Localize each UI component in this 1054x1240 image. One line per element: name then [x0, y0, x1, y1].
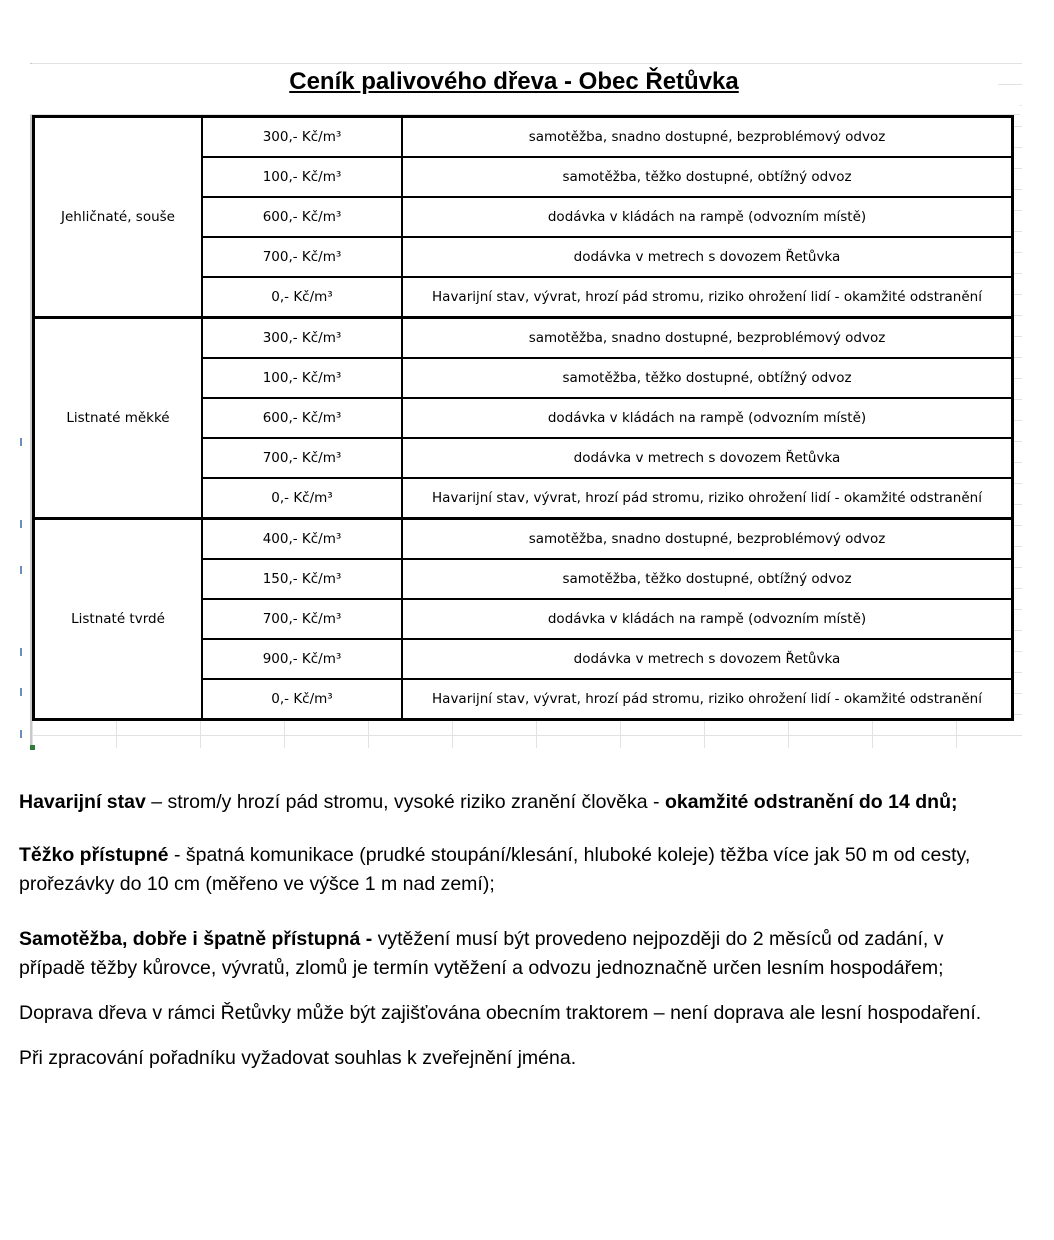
- description-cell: Havarijní stav, vývrat, hrozí pád stromu, riziko ohrožení lidí - okamžité odstranění: [402, 679, 1013, 720]
- description-cell: samotěžba, snadno dostupné, bezproblémový odvoz: [402, 117, 1013, 158]
- description-cell: dodávka v kládách na rampě (odvozním místě): [402, 197, 1013, 237]
- price-cell: 0,- Kč/m³: [202, 679, 402, 720]
- price-cell: 300,- Kč/m³: [202, 117, 402, 158]
- price-cell: 300,- Kč/m³: [202, 318, 402, 359]
- description-cell: samotěžba, snadno dostupné, bezproblémový odvoz: [402, 519, 1013, 560]
- price-cell: 100,- Kč/m³: [202, 358, 402, 398]
- note-text: – strom/y hrozí pád stromu, vysoké riziko zranění člověka -: [145, 791, 665, 813]
- description-cell: dodávka v metrech s dovozem Řetůvka: [402, 639, 1013, 679]
- price-cell: 150,- Kč/m³: [202, 559, 402, 599]
- title-spacer-row: [30, 100, 1020, 115]
- table-row: [34, 519, 1013, 560]
- notes-section: [19, 788, 1009, 1087]
- note-term: Těžko přístupné: [19, 844, 169, 866]
- description-cell: samotěžba, těžko dostupné, obtížný odvoz: [402, 559, 1013, 599]
- page-title: Ceník palivového dřeva - Obec Řetůvka: [30, 64, 998, 100]
- table-row: [34, 117, 1013, 158]
- description-cell: samotěžba, těžko dostupné, obtížný odvoz: [402, 358, 1013, 398]
- note-poradnik: Při zpracování pořadníku vyžadovat souhlas k zveřejnění jména.: [19, 1047, 577, 1069]
- category-cell: Listnaté měkké: [34, 318, 203, 519]
- note-term: Samotěžba, dobře i špatně přístupná -: [19, 928, 373, 950]
- note-samotezba: [19, 925, 1009, 983]
- price-cell: 700,- Kč/m³: [202, 438, 402, 478]
- note-text: vytěžení musí být provedeno nejpozději do 2 měsíců od zadání, v případě těžby kůrovce, vývratů, zlomů je termín vytěžení a odvozu jednoznačně určen lesním hospodářem;: [19, 928, 944, 979]
- description-cell: dodávka v metrech s dovozem Řetůvka: [402, 237, 1013, 277]
- table-row: [34, 318, 1013, 359]
- description-cell: samotěžba, snadno dostupné, bezproblémový odvoz: [402, 318, 1013, 359]
- note-havarijni: [19, 788, 1009, 817]
- category-cell: Jehličnaté, souše: [34, 117, 203, 318]
- price-cell: 600,- Kč/m³: [202, 197, 402, 237]
- description-cell: dodávka v kládách na rampě (odvozním místě): [402, 398, 1013, 438]
- price-cell: 700,- Kč/m³: [202, 599, 402, 639]
- price-cell: 700,- Kč/m³: [202, 237, 402, 277]
- price-cell: 100,- Kč/m³: [202, 157, 402, 197]
- note-doprava: Doprava dřeva v rámci Řetůvky může být zajišťována obecním traktorem – není doprava ale lesní hospodaření.: [19, 1002, 982, 1024]
- description-cell: Havarijní stav, vývrat, hrozí pád stromu, riziko ohrožení lidí - okamžité odstranění: [402, 478, 1013, 519]
- note-tezko: [19, 841, 1009, 899]
- margin-ticks: [20, 430, 26, 750]
- description-cell: Havarijní stav, vývrat, hrozí pád stromu, riziko ohrožení lidí - okamžité odstranění: [402, 277, 1013, 318]
- price-cell: 400,- Kč/m³: [202, 519, 402, 560]
- note-text: - špatná komunikace (prudké stoupání/klesání, hluboké koleje) těžba více jak 50 m od cesty, prořezávky do 10 cm (měřeno ve výšce 1 m nad zemí);: [19, 844, 971, 895]
- price-cell: 0,- Kč/m³: [202, 478, 402, 519]
- note-emphasis: okamžité odstranění do 14 dnů;: [664, 791, 958, 813]
- note-term: Havarijní stav: [19, 791, 146, 813]
- description-cell: samotěžba, těžko dostupné, obtížný odvoz: [402, 157, 1013, 197]
- description-cell: dodávka v kládách na rampě (odvozním místě): [402, 599, 1013, 639]
- price-cell: 900,- Kč/m³: [202, 639, 402, 679]
- active-cell-marker: [30, 745, 35, 750]
- category-cell: Listnaté tvrdé: [34, 519, 203, 720]
- description-cell: dodávka v metrech s dovozem Řetůvka: [402, 438, 1013, 478]
- price-cell: 600,- Kč/m³: [202, 398, 402, 438]
- price-table: [32, 115, 1014, 721]
- price-cell: 0,- Kč/m³: [202, 277, 402, 318]
